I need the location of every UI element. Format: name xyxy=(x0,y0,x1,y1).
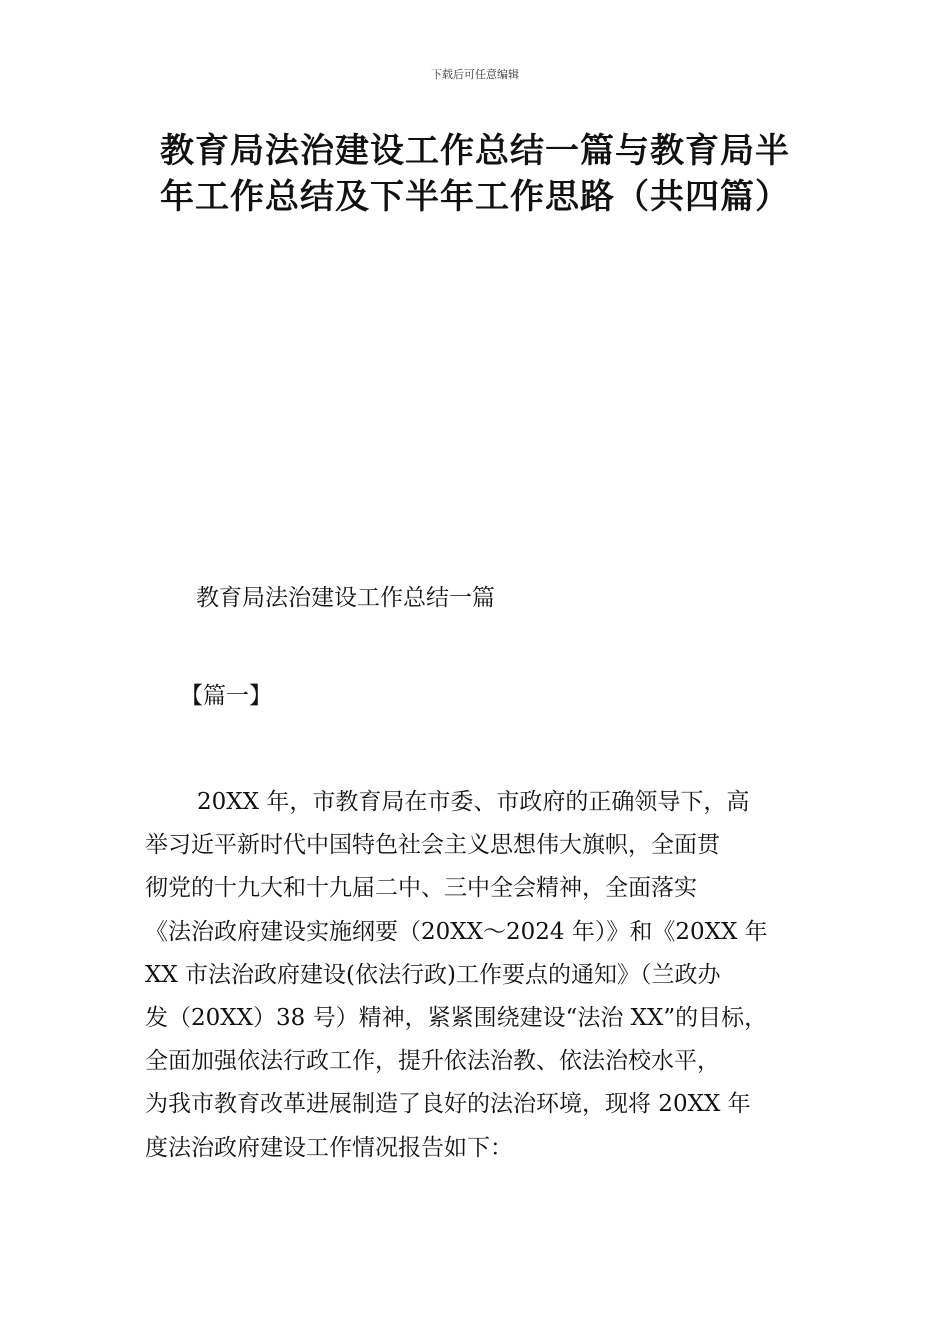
body-line-5: XX 市法治政府建设(依法行政)工作要点的通知》（兰政办 xyxy=(145,961,721,988)
body-paragraph xyxy=(145,781,815,1170)
header-note: 下载后可任意编辑 xyxy=(431,68,519,81)
body-line-3: 彻党的十九大和十九届二中、三中全会精神，全面落实 xyxy=(145,875,697,902)
body-line-4: 《法治政府建设实施纲要（20XX～2024 年）》和《20XX 年 xyxy=(145,918,768,945)
body-line-6: 发（20XX）38 号）精神，紧紧围绕建设“法治 XX”的目标， xyxy=(145,1005,768,1032)
part-label: 【篇一】 xyxy=(180,683,272,709)
document-title xyxy=(160,128,800,220)
title-line-1: 教育局法治建设工作总结一篇与教育局半 xyxy=(160,131,790,171)
body-line-9: 度法治政府建设工作情况报告如下： xyxy=(145,1134,513,1161)
section-subtitle: 教育局法治建设工作总结一篇 xyxy=(196,585,495,611)
body-line-8: 为我市教育改革进展制造了良好的法治环境，现将 20XX 年 xyxy=(145,1091,751,1118)
body-line-7: 全面加强依法行政工作，提升依法治教、依法治校水平， xyxy=(145,1048,720,1075)
body-line-1: 20XX 年，市教育局在市委、市政府的正确领导下，高 xyxy=(197,789,750,815)
body-line-2: 举习近平新时代中国特色社会主义思想伟大旗帜，全面贯 xyxy=(145,832,720,859)
title-line-2: 年工作总结及下半年工作思路（共四篇） xyxy=(160,177,790,217)
